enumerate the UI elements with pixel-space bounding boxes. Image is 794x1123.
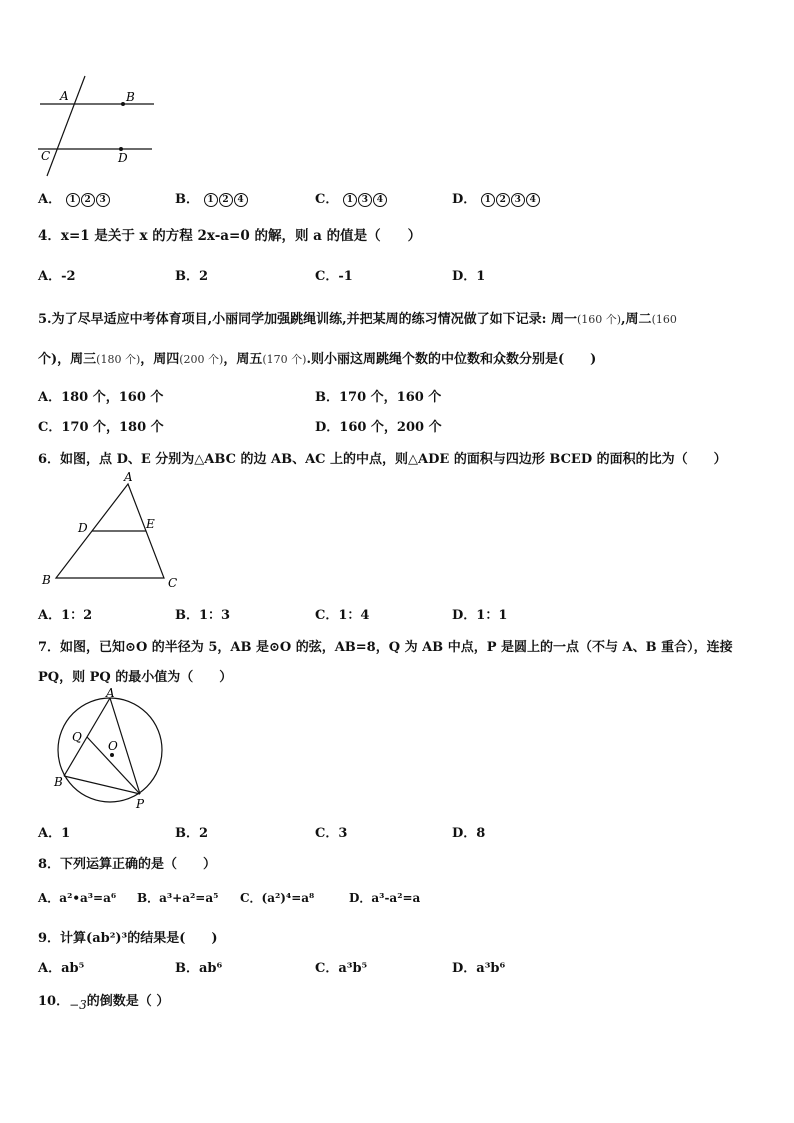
- q7-stem-line1: 7．如图，已知⊙O 的半径为 5，AB 是⊙O 的弦，AB=8，Q 为 AB 中点，P 是圆上的一点（不与 A、B 重合），连接: [38, 640, 733, 655]
- q6-option-d[interactable]: D．1：1: [452, 608, 508, 623]
- option-letter: D．: [452, 192, 477, 207]
- q5-option-d[interactable]: D．160 个，200 个: [315, 420, 442, 435]
- q7-label-o: O: [108, 739, 118, 753]
- q7-option-b[interactable]: B．2: [175, 826, 209, 841]
- q5-stem-line1: [38, 308, 677, 327]
- q5-text: 个): [38, 352, 58, 367]
- q7-figure: [48, 688, 168, 812]
- q7-label-q: Q: [72, 730, 82, 744]
- q5-option-b[interactable]: B．170 个，160 个: [315, 390, 442, 405]
- q7-option-d[interactable]: D．8: [452, 826, 486, 841]
- q6-stem: 6．如图，点 D、E 分别为△ABC 的边 AB、AC 上的中点，则△ADE 的面积与四边形 BCED 的面积的比为（ ）: [38, 452, 727, 467]
- q8-option-d[interactable]: D．a³-a²=a: [349, 891, 421, 905]
- q5-tuesday-count: (160: [651, 313, 677, 326]
- q6-label-a: A: [124, 470, 133, 484]
- q9-option-c[interactable]: C．a³b⁵: [315, 961, 368, 976]
- q4-option-d[interactable]: D．1: [452, 269, 486, 284]
- q6-figure: [36, 470, 186, 592]
- circled-number: 3: [511, 193, 525, 207]
- circled-number: 2: [496, 193, 510, 207]
- option-letter: C．: [315, 192, 339, 207]
- q5-text: 5.为了尽早适应中考体育项目,小丽同学加强跳绳训练,并把某周的练习情况做了如下记录: 周一: [38, 312, 577, 327]
- q7-label-a: A: [106, 688, 115, 700]
- q6-option-b[interactable]: B．1：3: [175, 608, 231, 623]
- q5-option-a[interactable]: A．180 个，160 个: [38, 390, 164, 405]
- circled-number: 4: [526, 193, 540, 207]
- q4-stem: 4．x=1 是关于 x 的方程 2x-a=0 的解，则 a 的值是（ ）: [38, 228, 422, 244]
- q7-stem-line2: PQ，则 PQ 的最小值为（ ）: [38, 670, 233, 685]
- q5-stem-line2: [38, 348, 596, 367]
- q6-label-b: B: [42, 573, 51, 587]
- q3-figure: [30, 70, 160, 180]
- q7-option-a[interactable]: A．1: [38, 826, 71, 841]
- q9-option-d[interactable]: D．a³b⁶: [452, 961, 506, 976]
- option-letter: B．: [175, 192, 199, 207]
- q3-option-d[interactable]: [452, 188, 541, 207]
- q5-text: ，周五: [223, 352, 263, 367]
- q3-label-a: A: [60, 89, 69, 103]
- q5-option-c[interactable]: C．170 个，180 个: [38, 420, 164, 435]
- circled-number: 4: [234, 193, 248, 207]
- q10-stem: [38, 990, 170, 1012]
- q6-label-e: E: [146, 517, 155, 531]
- q5-text: ，周四: [140, 352, 180, 367]
- q4-option-c[interactable]: C．-1: [315, 269, 353, 284]
- q3-option-a[interactable]: [38, 188, 111, 207]
- q5-friday-count: (170 个): [262, 353, 307, 366]
- q5-monday-count: (160 个): [576, 313, 622, 326]
- circled-number: 3: [96, 193, 110, 207]
- q6-option-a[interactable]: A．1：2: [38, 608, 93, 623]
- q7-option-c[interactable]: C．3: [315, 826, 348, 841]
- q6-label-d: D: [78, 521, 88, 535]
- q4-option-a[interactable]: A．-2: [38, 269, 76, 284]
- q5-text: ,周二: [621, 312, 652, 327]
- q5-text: .则小丽这周跳绳个数的中位数和众数分别是( ): [306, 352, 597, 367]
- q3-option-b[interactable]: [175, 188, 249, 207]
- q10-expression: −3: [69, 998, 87, 1012]
- q6-label-c: C: [168, 576, 178, 590]
- q3-point-b: [121, 102, 125, 106]
- q9-option-b[interactable]: B．ab⁶: [175, 961, 223, 976]
- q6-option-c[interactable]: C．1：4: [315, 608, 370, 623]
- q10-text: 的倒数是（ ）: [86, 994, 170, 1009]
- q3-label-d: D: [118, 151, 128, 165]
- q9-option-a[interactable]: A．ab⁵: [38, 961, 85, 976]
- q5-wednesday-count: (180 个): [96, 353, 141, 366]
- q7-segment-bp: [64, 776, 140, 794]
- circled-number: 1: [481, 193, 495, 207]
- q7-center-point: [110, 753, 114, 757]
- circled-number: 1: [66, 193, 80, 207]
- circled-number: 3: [358, 193, 372, 207]
- q3-label-c: C: [41, 149, 51, 163]
- q5-thursday-count: (200 个): [179, 353, 224, 366]
- q3-option-c[interactable]: [315, 188, 388, 207]
- q8-option-a[interactable]: A．a²•a³=a⁶: [38, 891, 117, 905]
- circled-number: 2: [219, 193, 233, 207]
- circled-number: 1: [204, 193, 218, 207]
- q7-label-p: P: [136, 797, 145, 811]
- q9-stem: 9．计算(ab²)³的结果是( ): [38, 931, 218, 946]
- q5-text: ，周三: [57, 352, 97, 367]
- circled-number: 4: [373, 193, 387, 207]
- q8-option-b[interactable]: B．a³+a²=a⁵: [137, 891, 219, 905]
- q8-stem: 8．下列运算正确的是（ ）: [38, 857, 217, 872]
- circled-number: 1: [343, 193, 357, 207]
- circled-number: 2: [81, 193, 95, 207]
- q10-number: 10．: [38, 994, 70, 1009]
- option-letter: A．: [38, 192, 62, 207]
- q3-label-b: B: [126, 90, 135, 104]
- q4-option-b[interactable]: B．2: [175, 269, 209, 284]
- q7-label-b: B: [54, 775, 63, 789]
- q8-option-c[interactable]: C．(a²)⁴=a⁸: [240, 891, 315, 905]
